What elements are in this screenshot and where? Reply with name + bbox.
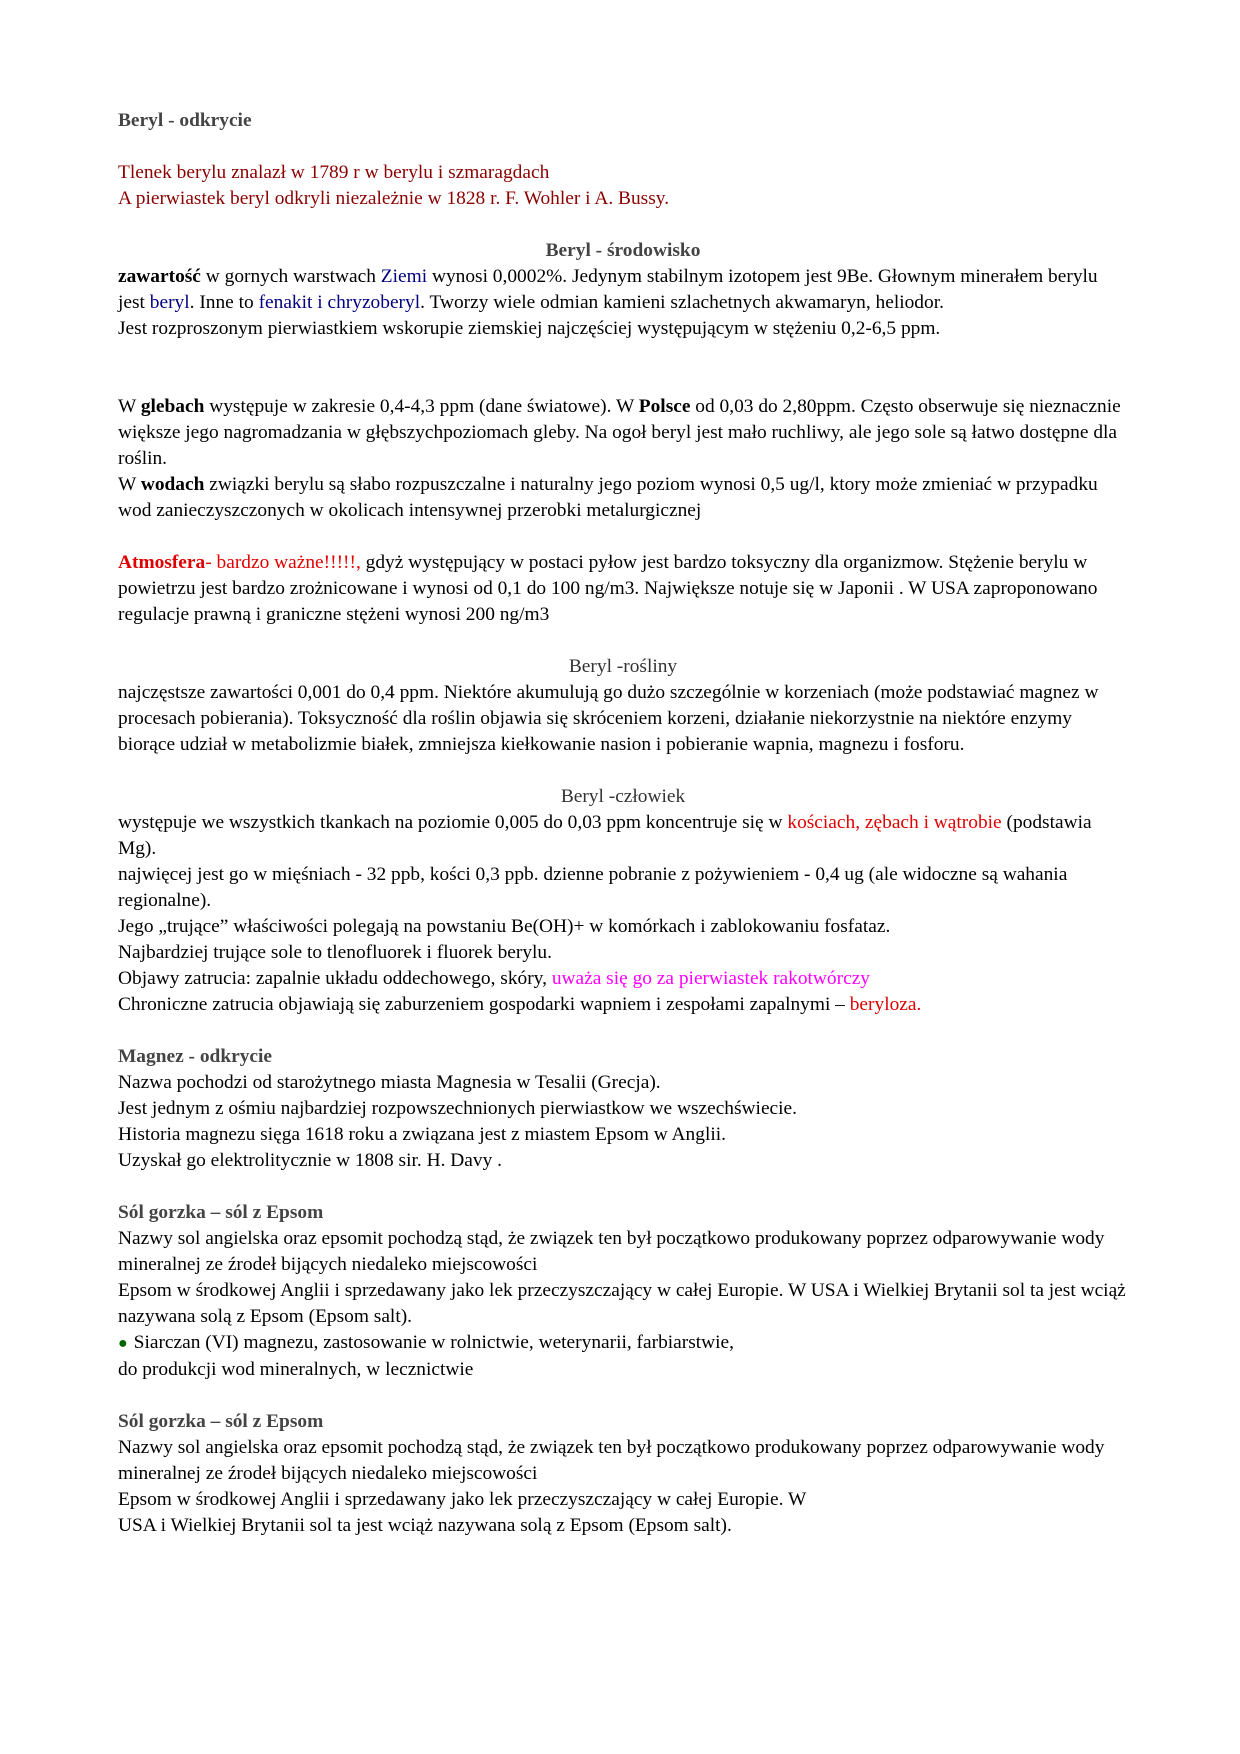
carcinogen-highlight: uważa się go za pierwiastek rakotwórczy [551, 968, 870, 989]
epsom-1-line-1: Nazwy sol angielska oraz epsomit pochodzą stąd, że związek ten był początkowo produkowany poprzez odparowywanie wody mineralnej ze źrodeł bijących niedaleko miejscowości [118, 1228, 1105, 1275]
bullet-icon: ● [118, 1335, 128, 1352]
epsom-2-line-1: Nazwy sol angielska oraz epsomit pochodzą stąd, że związek ten był początkowo produkowany poprzez odparowywanie wody mineralnej ze źrodeł bijących niedaleko miejscowości [118, 1437, 1105, 1484]
beryl-human-paragraph-4: Najbardziej trujące sole to tlenofluorek i fluorek berylu. [118, 942, 552, 963]
link-ziemi[interactable]: Ziemi [380, 266, 428, 287]
atmosphere-warning: - bardzo ważne!!!!!, [205, 552, 361, 573]
epsom-2-line-3: USA i Wielkiej Brytanii sol ta jest wciąż nazywana solą z Epsom (Epsom salt). [118, 1515, 732, 1536]
organs-highlight: kościach, zębach i wątrobie [787, 812, 1002, 833]
beryl-environment-paragraph-1: zawartość w gornych warstwach Ziemi wynosi 0,0002%. Jedynym stabilnym izotopem jest 9Be. Głownym minerałem berylu jest beryl. Inne to fenakit i chryzoberyl. Tworzy wiele odmian kamieni szlachetnych akwamaryn, heliodor. [118, 266, 1098, 313]
magnesium-line-4: Uzyskał go elektrolitycznie w 1808 sir. H. Davy . [118, 1150, 502, 1171]
beryl-soil-paragraph: W glebach występuje w zakresie 0,4-4,3 ppm (dane światowe). W Polsce od 0,03 do 2,80ppm. Często obserwuje się nieznacznie większe jego nagromadzania w głębszychpoziomach gleby. Na ogoł beryl jest mało ruchliwy, ale jego sole są łatwo dostępne dla roślin. [118, 396, 1121, 469]
berylosis-highlight: beryloza. [849, 994, 922, 1015]
magnesium-line-1: Nazwa pochodzi od starożytnego miasta Magnesia w Tesalii (Grecja). [118, 1072, 661, 1093]
link-beryl[interactable]: beryl [149, 292, 190, 313]
epsom-2-line-2: Epsom w środkowej Anglii i sprzedawany jako lek przeczyszczający w całej Europie. W [118, 1489, 807, 1510]
beryl-human-paragraph-5: Objawy zatrucia: zapalnie układu oddechowego, skóry, uważa się go za pierwiastek rakotwórczy [118, 968, 870, 989]
beryl-human-paragraph-6: Chroniczne zatrucia objawiają się zaburzeniem gospodarki wapniem i zespołami zapalnymi – beryloza. [118, 994, 922, 1015]
link-fenakit[interactable]: fenakit [258, 292, 313, 313]
magnesium-line-2: Jest jednym z ośmiu najbardziej rozpowszechnionych pierwiastkow we wszechświecie. [118, 1098, 797, 1119]
term-zawartosc: zawartość [118, 266, 201, 287]
section-heading-beryl-plants: Beryl -rośliny [568, 656, 678, 677]
term-atmosfera: Atmosfera [118, 552, 206, 573]
beryl-human-paragraph-2: najwięcej jest go w mięśniach - 32 ppb, kości 0,3 ppb. dzienne pobranie z pożywieniem - 0,4 ug (ale widoczne są wahania regionalne). [118, 864, 1068, 911]
beryl-human-paragraph-3: Jego „trujące” właściwości polegają na powstaniu Be(OH)+ w komórkach i zablokowaniu fosfataz. [118, 916, 891, 937]
section-heading-beryl-environment: Beryl - środowisko [545, 240, 701, 261]
document-page [118, 108, 1128, 1539]
section-heading-epsom-salt-2: Sól gorzka – sól z Epsom [118, 1411, 324, 1432]
term-glebach: glebach [140, 396, 205, 417]
epsom-1-line-4: do produkcji wod mineralnych, w lecznictwie [118, 1359, 474, 1380]
beryl-discovery-line-2: A pierwiastek beryl odkryli niezależnie w 1828 r. F. Wohler i A. Bussy. [118, 188, 670, 209]
beryl-plants-paragraph: najczęstsze zawartości 0,001 do 0,4 ppm. Niektóre akumulują go dużo szczególnie w korzeniach (może podstawiać magnez w procesach pobierania). Toksyczność dla roślin objawia się skróceniem korzeni, działanie niekorzystnie na niektóre enzymy biorące udział w metabolizmie białek, zmniejsza kiełkowanie nasion i pobieranie wapnia, magnezu i fosforu. [118, 682, 1099, 755]
epsom-1-bullet-item: ● Siarczan (VI) magnezu, zastosowanie w rolnictwie, weterynarii, farbiarstwie, [118, 1332, 734, 1353]
beryl-discovery-line-1: Tlenek berylu znalazł w 1789 r w berylu i szmaragdach [118, 162, 550, 183]
link-chryzoberyl[interactable]: chryzoberyl [327, 292, 421, 313]
section-heading-beryl-discovery: Beryl - odkrycie [118, 110, 252, 131]
section-heading-magnesium-discovery: Magnez - odkrycie [118, 1046, 273, 1067]
term-wodach: wodach [140, 474, 205, 495]
beryl-atmosphere-paragraph: Atmosfera- bardzo ważne!!!!!, gdyż występujący w postaci pyłow jest bardzo toksyczny dla organizmow. Stężenie berylu w powietrzu jest bardzo zrożnicowane i wynosi od 0,1 do 100 ng/m3. Największe notuje się w Japonii . W USA zaproponowano regulacje prawną i graniczne stężeni wynosi 200 ng/m3 [118, 552, 1098, 625]
section-heading-epsom-salt-1: Sól gorzka – sól z Epsom [118, 1202, 324, 1223]
magnesium-line-3: Historia magnezu sięga 1618 roku a związana jest z miastem Epsom w Anglii. [118, 1124, 726, 1145]
section-heading-beryl-human: Beryl -człowiek [560, 786, 686, 807]
term-polsce: Polsce [638, 396, 691, 417]
beryl-environment-paragraph-2: Jest rozproszonym pierwiastkiem wskorupie ziemskiej najczęściej występującym w stężeniu 0,2-6,5 ppm. [118, 318, 941, 339]
epsom-1-line-2: Epsom w środkowej Anglii i sprzedawany jako lek przeczyszczający w całej Europie. W USA i Wielkiej Brytanii sol ta jest wciąż nazywana solą z Epsom (Epsom salt). [118, 1280, 1126, 1327]
beryl-human-paragraph-1: występuje we wszystkich tkankach na poziomie 0,005 do 0,03 ppm koncentruje się w kościach, zębach i wątrobie (podstawia Mg). [118, 812, 1092, 859]
beryl-water-paragraph: W wodach związki berylu są słabo rozpuszczalne i naturalny jego poziom wynosi 0,5 ug/l, ktory może zmieniać w przypadku wod zanieczyszczonych w okolicach intensywnej przerobki metalurgicznej [118, 474, 1098, 521]
